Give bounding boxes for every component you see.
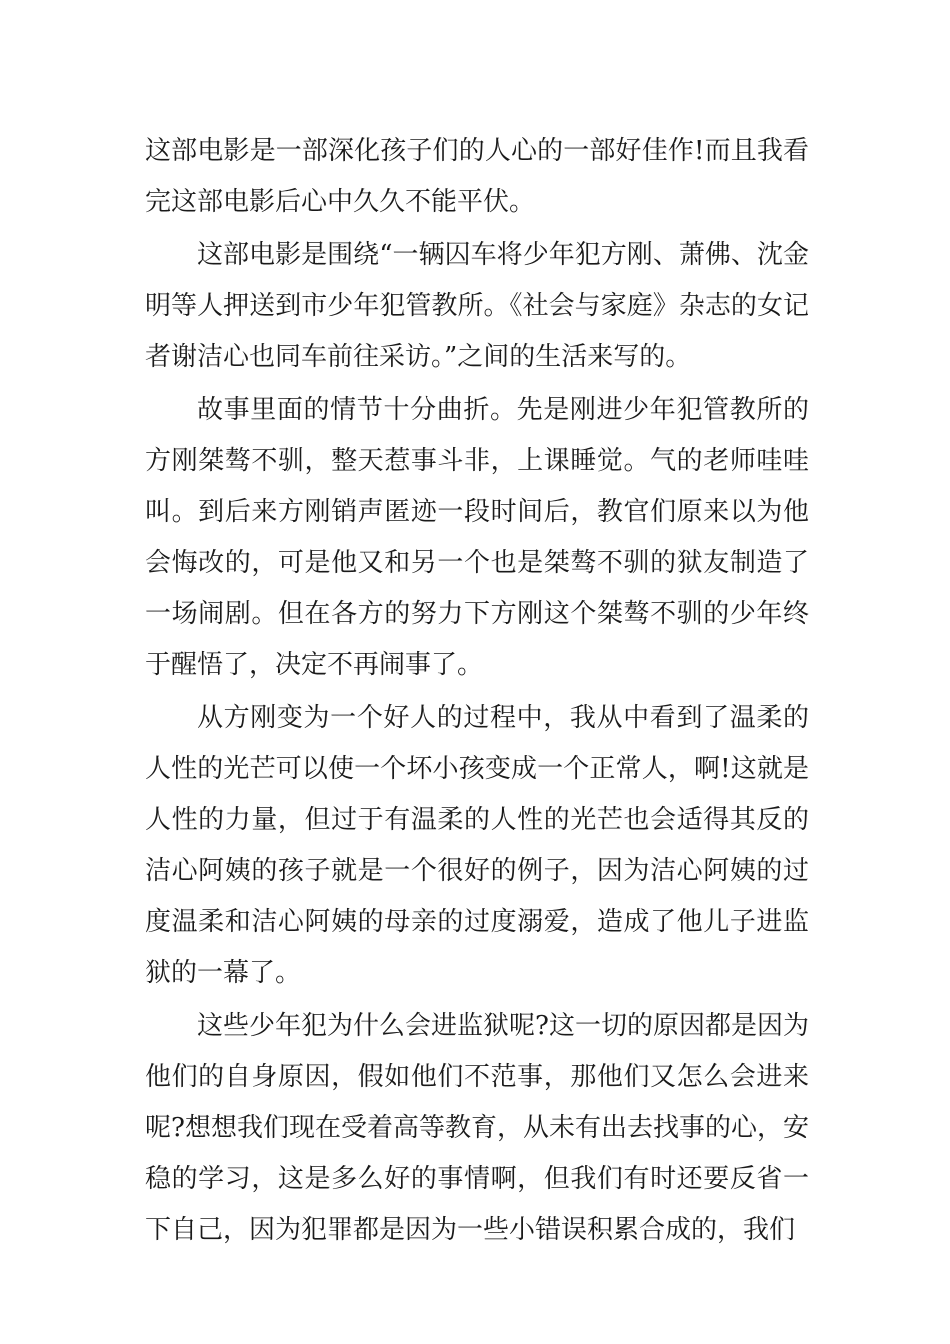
paragraph-2: 这部电影是围绕“一辆囚车将少年犯方刚、萧佛、沈金明等人押送到市少年犯管教所。《社会与家庭》杂志的女记者谢洁心也同车前往采访。”之间的生活来写的。: [145, 240, 809, 372]
paragraph-5: 这些少年犯为什么会进监狱呢?这一切的原因都是因为他们的自身原因，假如他们不范事，那他们又怎么会进来呢?想想我们现在受着高等教育，从未有出去找事的心，安稳的学习，这是多么好的事情啊，但我们有时还要反省一下自己，因为犯罪都是因为一些小错误积累合成的，我们: [145, 1011, 809, 1245]
paragraph-4: 从方刚变为一个好人的过程中，我从中看到了温柔的人性的光芒可以使一个坏小孩变成一个正常人，啊!这就是人性的力量，但过于有温柔的人性的光芒也会适得其反的洁心阿姨的孩子就是一个很好的例子，因为洁心阿姨的过度温柔和洁心阿姨的母亲的过度溺爱，造成了他儿子进监狱的一幕了。: [145, 703, 809, 988]
paragraph-3: 故事里面的情节十分曲折。先是刚进少年犯管教所的方刚桀骜不驯，整天惹事斗非，上课睡觉。气的老师哇哇叫。到后来方刚销声匿迹一段时间后，教官们原来以为他会悔改的，可是他又和另一个也是桀骜不驯的狱友制造了一场闹剧。但在各方的努力下方刚这个桀骜不驯的少年终于醒悟了，决定不再闹事了。: [145, 395, 809, 680]
article-body: [145, 126, 809, 1258]
paragraph-1: 这部电影是一部深化孩子们的人心的一部好佳作!而且我看完这部电影后心中久久不能平伏。: [145, 136, 809, 217]
